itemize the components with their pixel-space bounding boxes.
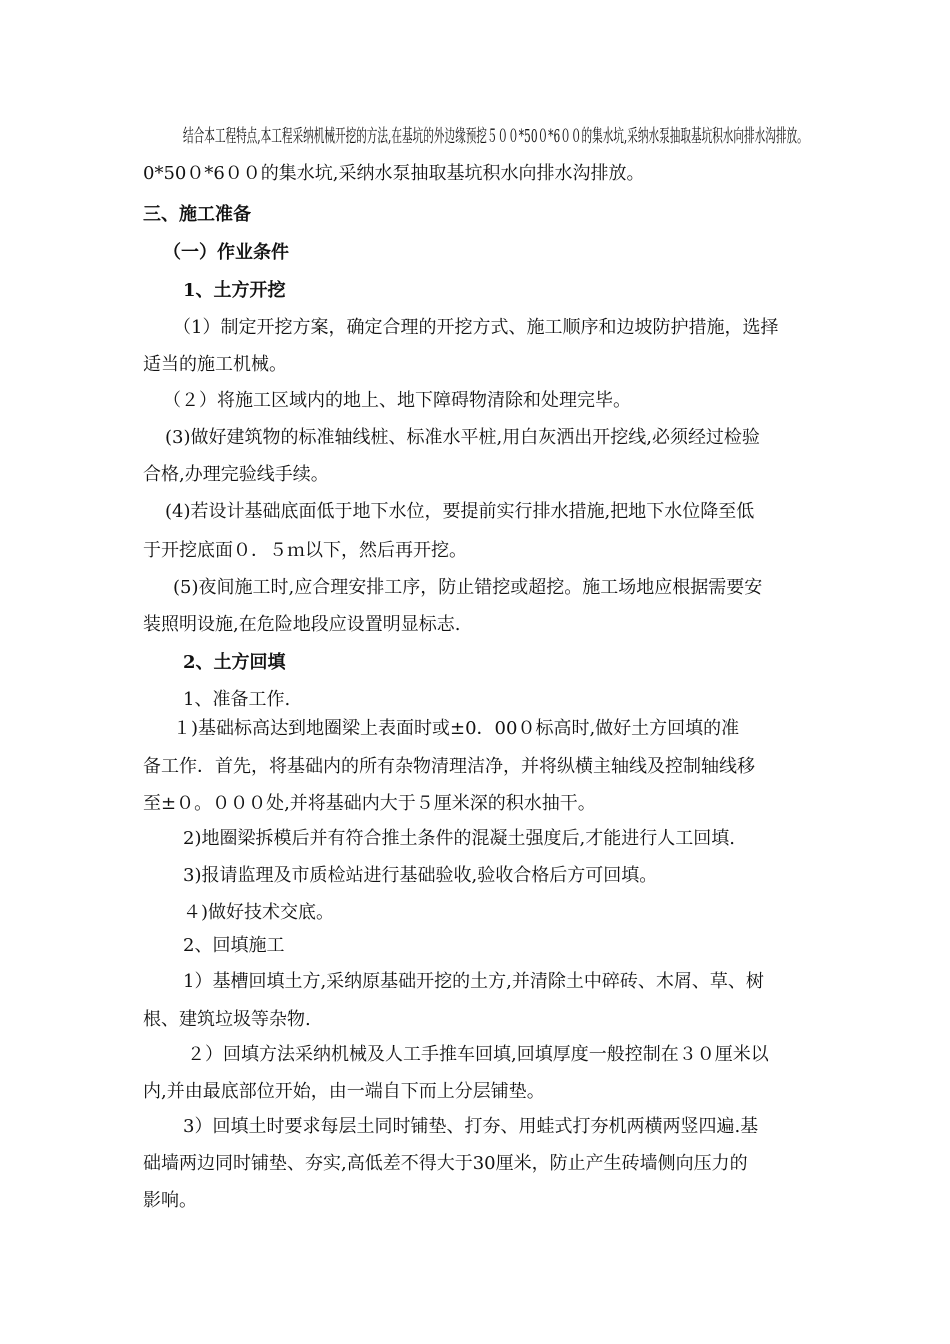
paragraph-line: 备工作．首先，将基础内的所有杂物清理洁净，并将纵横主轴线及控制轴线移 xyxy=(143,756,755,777)
paragraph-line: （２）将施工区域内的地上、地下障碍物清除和处理完毕。 xyxy=(163,390,631,411)
paragraph-line: 于开挖底面０．５ｍ以下，然后再开挖。 xyxy=(143,540,467,561)
paragraph-line: 适当的施工机械。 xyxy=(143,354,287,375)
paragraph-line: (3)做好建筑物的标准轴线桩、标准水平桩,用白灰洒出开挖线,必须经过检验 xyxy=(165,427,760,448)
section-heading: 三、施工准备 xyxy=(143,204,251,225)
paragraph-line: 3）回填土时要求每层土同时铺垫、打夯、用蛙式打夯机两横两竖四遍.基 xyxy=(183,1116,759,1137)
paragraph-line: 影响。 xyxy=(143,1190,197,1211)
paragraph-line: 础墙两边同时铺垫、夯实,高低差不得大于30厘米，防止产生砖墙侧向压力的 xyxy=(143,1153,748,1174)
paragraph-line: （1）制定开挖方案，确定合理的开挖方式、施工顺序和边坡防护措施，选择 xyxy=(173,317,779,338)
paragraph-line: 1）基槽回填土方,采纳原基础开挖的土方,并清除土中碎砖、木屑、草、树 xyxy=(183,971,764,992)
paragraph-line: 根、建筑垃圾等杂物. xyxy=(143,1009,311,1030)
paragraph-line: 1、准备工作. xyxy=(183,689,291,710)
item-heading: 1、土方开挖 xyxy=(183,280,286,301)
paragraph-line: 3)报请监理及市质检站进行基础验收,验收合格后方可回填。 xyxy=(183,865,658,886)
paragraph-line: (5)夜间施工时,应合理安排工序，防止错挖或超挖。施工场地应根据需要安 xyxy=(173,577,763,598)
paragraph-line: １)基础标高达到地圈梁上表面时或±0．00０标高时,做好土方回填的准 xyxy=(173,718,740,739)
subsection-heading: （一）作业条件 xyxy=(163,242,289,263)
paragraph-line: 2)地圈梁拆模后并有符合推土条件的混凝土强度后,才能进行人工回填. xyxy=(183,828,735,849)
paragraph-line: 装照明设施,在危险地段应设置明显标志. xyxy=(143,614,461,635)
paragraph-line: 内,并由最底部位开始，由一端自下而上分层铺垫。 xyxy=(143,1081,545,1102)
paragraph-line: 0*50０*6００的集水坑,采纳水泵抽取基坑积水向排水沟排放。 xyxy=(143,163,645,184)
paragraph-line: 结合本工程特点,本工程采纳机械开挖的方法,在基坑的外边缘预挖５００*50０*6００的集水坑,采纳水泵抽取基坑积水向排水沟排放。 xyxy=(183,126,808,147)
paragraph-line: ４)做好技术交底。 xyxy=(183,902,335,923)
paragraph-line: 2、回填施工 xyxy=(183,935,285,956)
item-heading: 2、土方回填 xyxy=(183,652,286,673)
paragraph-line: ２）回填方法采纳机械及人工手推车回填,回填厚度一般控制在３０厘米以 xyxy=(187,1044,769,1065)
paragraph-line: 至±０。０００处,并将基础内大于５厘米深的积水抽干。 xyxy=(143,793,596,814)
paragraph-line: (4)若设计基础底面低于地下水位，要提前实行排水措施,把地下水位降至低 xyxy=(165,501,755,522)
paragraph-line: 合格,办理完验线手续。 xyxy=(143,464,329,485)
